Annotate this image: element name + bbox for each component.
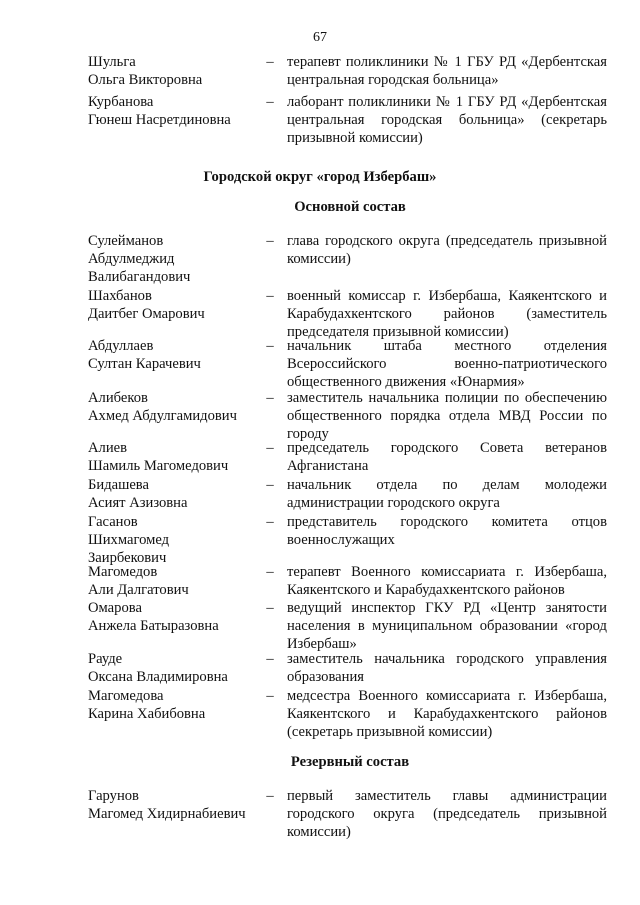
member-name-line: Курбанова	[88, 94, 154, 110]
member-position: терапевт поликлиники № 1 ГБУ РД «Дербентская центральная городская больница»	[287, 54, 607, 88]
member-position: заместитель начальника городского управления образования	[287, 651, 607, 685]
member-position: медсестра Военного комиссариата г. Избербаша, Каякентского и Карабудахкентского районов (секретарь призывной комиссии)	[287, 688, 607, 740]
member-name	[88, 439, 273, 475]
member-position: терапевт Военного комиссариата г. Избербаша, Каякентского и Карабудахкентского районов	[287, 564, 607, 598]
member-name-line: Валибагандович	[88, 269, 191, 285]
member-name-line: Магомед Хидирнабиевич	[88, 806, 246, 822]
member-name	[88, 599, 273, 635]
member-name-line: Магомедова	[88, 688, 164, 704]
member-name-line: Карина Хабибовна	[88, 706, 206, 722]
member-name	[88, 287, 273, 323]
dash-separator: –	[266, 54, 274, 70]
main-composition-heading: Основной состав	[294, 199, 406, 215]
member-name-line: Султан Карачевич	[88, 356, 201, 372]
member-position: лаборант поликлиники № 1 ГБУ РД «Дербентская центральная городская больница» (секретарь призывной комиссии)	[287, 94, 607, 146]
member-name-line: Заирбекович	[88, 550, 167, 566]
member-name	[88, 687, 273, 723]
member-name-line: Анжела Батыразовна	[88, 618, 219, 634]
member-position: представитель городского комитета отцов военнослужащих	[287, 514, 607, 548]
dash-separator: –	[266, 390, 274, 406]
member-name-line: Бидашева	[88, 477, 149, 493]
member-position: начальник штаба местного отделения Всероссийского военно-патриотического общественного движения «Юнармия»	[287, 338, 607, 390]
member-name	[88, 476, 273, 512]
member-name	[88, 513, 273, 567]
member-name-line: Абдулмеджид	[88, 251, 175, 267]
member-name-line: Шамиль Магомедович	[88, 458, 229, 474]
member-position: военный комиссар г. Избербаша, Каякентского и Карабудахкентского районов (заместитель председателя призывной комиссии)	[287, 288, 607, 340]
member-name-line: Омарова	[88, 600, 142, 616]
dash-separator: –	[266, 788, 274, 804]
member-name	[88, 650, 273, 686]
dash-separator: –	[266, 600, 274, 616]
member-position: первый заместитель главы администрации городского округа (председатель призывной комиссии)	[287, 788, 607, 840]
member-name	[88, 53, 273, 89]
member-name-line: Алибеков	[88, 390, 148, 406]
district-heading: Городской округ «город Избербаш»	[203, 169, 437, 185]
member-position: ведущий инспектор ГКУ РД «Центр занятости населения в муниципальном образовании «город Избербаш»	[287, 600, 607, 652]
member-name-line: Гасанов	[88, 514, 138, 530]
member-name-line: Магомедов	[88, 564, 158, 580]
member-position: глава городского округа (председатель призывной комиссии)	[287, 233, 607, 267]
member-name-line: Сулейманов	[88, 233, 164, 249]
member-name-line: Гюнеш Насретдиновна	[88, 112, 231, 128]
dash-separator: –	[266, 564, 274, 580]
member-name-line: Оксана Владимировна	[88, 669, 228, 685]
reserve-composition-heading: Резервный состав	[290, 754, 410, 770]
member-name-line: Шихмагомед	[88, 532, 170, 548]
member-name-line: Шульга	[88, 54, 136, 70]
dash-separator: –	[266, 514, 274, 530]
member-name	[88, 787, 273, 823]
member-name	[88, 337, 273, 373]
member-position: председатель городского Совета ветеранов Афганистана	[287, 440, 607, 474]
dash-separator: –	[266, 233, 274, 249]
member-name	[88, 563, 273, 599]
dash-separator: –	[266, 440, 274, 456]
member-name-line: Алиев	[88, 440, 127, 456]
member-name-line: Гарунов	[88, 788, 139, 804]
page-number: 67	[313, 30, 327, 45]
member-name-line: Али Далгатович	[88, 582, 189, 598]
member-name-line: Ольга Викторовна	[88, 72, 203, 88]
member-position: начальник отдела по делам молодежи администрации городского округа	[287, 477, 607, 511]
member-name-line: Шахбанов	[88, 288, 152, 304]
member-name-line: Асият Азизовна	[88, 495, 188, 511]
member-name-line: Рауде	[88, 651, 123, 667]
dash-separator: –	[266, 651, 274, 667]
dash-separator: –	[266, 94, 274, 110]
dash-separator: –	[266, 338, 274, 354]
member-name-line: Ахмед Абдулгамидович	[88, 408, 237, 424]
dash-separator: –	[266, 688, 274, 704]
member-name-line: Даитбег Омарович	[88, 306, 205, 322]
dash-separator: –	[266, 288, 274, 304]
member-name	[88, 93, 273, 129]
dash-separator: –	[266, 477, 274, 493]
member-name	[88, 232, 273, 286]
member-name	[88, 389, 273, 425]
member-position: заместитель начальника полиции по обеспечению общественного порядка отдела МВД России по городу	[287, 390, 607, 442]
member-name-line: Абдуллаев	[88, 338, 154, 354]
